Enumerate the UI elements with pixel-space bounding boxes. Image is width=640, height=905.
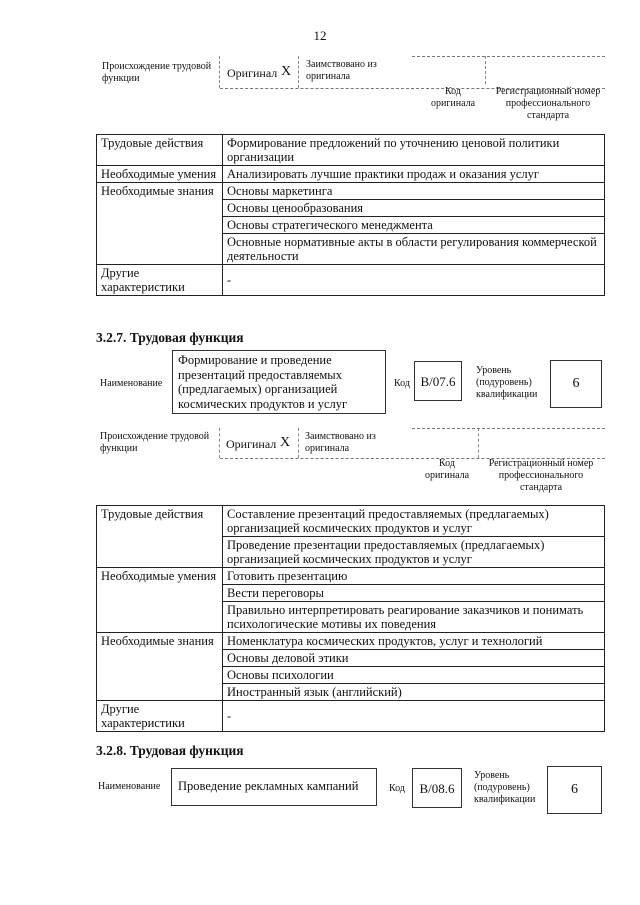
borrowed-label: Заимствовано из оригинала bbox=[306, 59, 377, 82]
table-row bbox=[97, 166, 605, 183]
cell: Основы деловой этики bbox=[223, 650, 605, 667]
row-label: Трудовые действия bbox=[97, 506, 223, 568]
origin-label: Происхождение трудовой функции bbox=[102, 61, 212, 84]
cell: Составление презентаций предоставляемых (предлагаемых) организацией космических продуктов и услуг bbox=[223, 506, 605, 537]
reg-number-label: Регистрационный номер профессионального стандарта bbox=[488, 458, 594, 493]
cell: Проведение презентации предоставляемых (предлагаемых) организацией космических продуктов и услуг bbox=[223, 537, 605, 568]
original-mark: X bbox=[280, 435, 291, 450]
table-1 bbox=[96, 134, 605, 296]
level-box: 6 bbox=[547, 766, 602, 814]
code-box: B/08.6 bbox=[412, 768, 462, 808]
original-label: Оригинал bbox=[226, 437, 277, 451]
cell: Основные нормативные акты в области регулирования коммерческой деятельности bbox=[223, 234, 605, 265]
cell: Номенклатура космических продуктов, услуг и технологий bbox=[223, 633, 605, 650]
row-label: Другие характеристики bbox=[97, 701, 223, 732]
cell: Основы психологии bbox=[223, 667, 605, 684]
row-label: Необходимые умения bbox=[97, 166, 223, 183]
section-heading-327: 3.2.7. Трудовая функция bbox=[96, 330, 244, 345]
table-row bbox=[97, 568, 605, 585]
name-label: Наименование bbox=[98, 781, 161, 792]
code-label: Код bbox=[394, 378, 410, 389]
cell: Готовить презентацию bbox=[223, 568, 605, 585]
page-number: 12 bbox=[313, 28, 327, 43]
function-name-box: Проведение рекламных кампаний bbox=[171, 768, 377, 806]
borrowed-label: Заимствовано из оригинала bbox=[305, 431, 376, 454]
section-heading-328: 3.2.8. Трудовая функция bbox=[96, 743, 244, 758]
cell: Основы маркетинга bbox=[223, 183, 605, 200]
function-name-box: Формирование и проведение презентаций предоставляемых (предлагаемых) организацией космических продуктов и услуг bbox=[172, 350, 386, 414]
cell: Анализировать лучшие практики продаж и оказания услуг bbox=[223, 166, 605, 183]
table-row bbox=[97, 265, 605, 296]
cell: Правильно интерпретировать реагирование заказчиков и понимать психологические мотивы их поведения bbox=[223, 602, 605, 633]
code-box: B/07.6 bbox=[414, 361, 462, 401]
row-label: Трудовые действия bbox=[97, 135, 223, 166]
reg-number-label: Регистрационный номер профессионального стандарта bbox=[495, 86, 601, 121]
row-label: Другие характеристики bbox=[97, 265, 223, 296]
cell: Основы стратегического менеджмента bbox=[223, 217, 605, 234]
cell: Иностранный язык (английский) bbox=[223, 684, 605, 701]
level-label: Уровень (подуровень) квалификации bbox=[476, 365, 538, 400]
row-label: Необходимые знания bbox=[97, 633, 223, 701]
cell: - bbox=[223, 265, 605, 296]
code-original-label: Код оригинала bbox=[424, 458, 470, 481]
table-row bbox=[97, 701, 605, 732]
cell: Основы ценообразования bbox=[223, 200, 605, 217]
level-label: Уровень (подуровень) квалификации bbox=[474, 770, 536, 805]
original-label: Оригинал bbox=[227, 66, 278, 80]
table-row bbox=[97, 135, 605, 166]
cell: - bbox=[223, 701, 605, 732]
code-original-label: Код оригинала bbox=[430, 86, 476, 109]
table-row bbox=[97, 506, 605, 537]
row-label: Необходимые знания bbox=[97, 183, 223, 265]
cell: Вести переговоры bbox=[223, 585, 605, 602]
name-label: Наименование bbox=[100, 378, 163, 389]
table-row bbox=[97, 633, 605, 650]
table-row bbox=[97, 183, 605, 200]
row-label: Необходимые умения bbox=[97, 568, 223, 633]
original-mark: X bbox=[281, 64, 292, 79]
code-label: Код bbox=[389, 783, 405, 794]
level-box: 6 bbox=[550, 360, 602, 408]
origin-label: Происхождение трудовой функции bbox=[100, 431, 210, 454]
cell: Формирование предложений по уточнению ценовой политики организации bbox=[223, 135, 605, 166]
table-2 bbox=[96, 505, 605, 732]
